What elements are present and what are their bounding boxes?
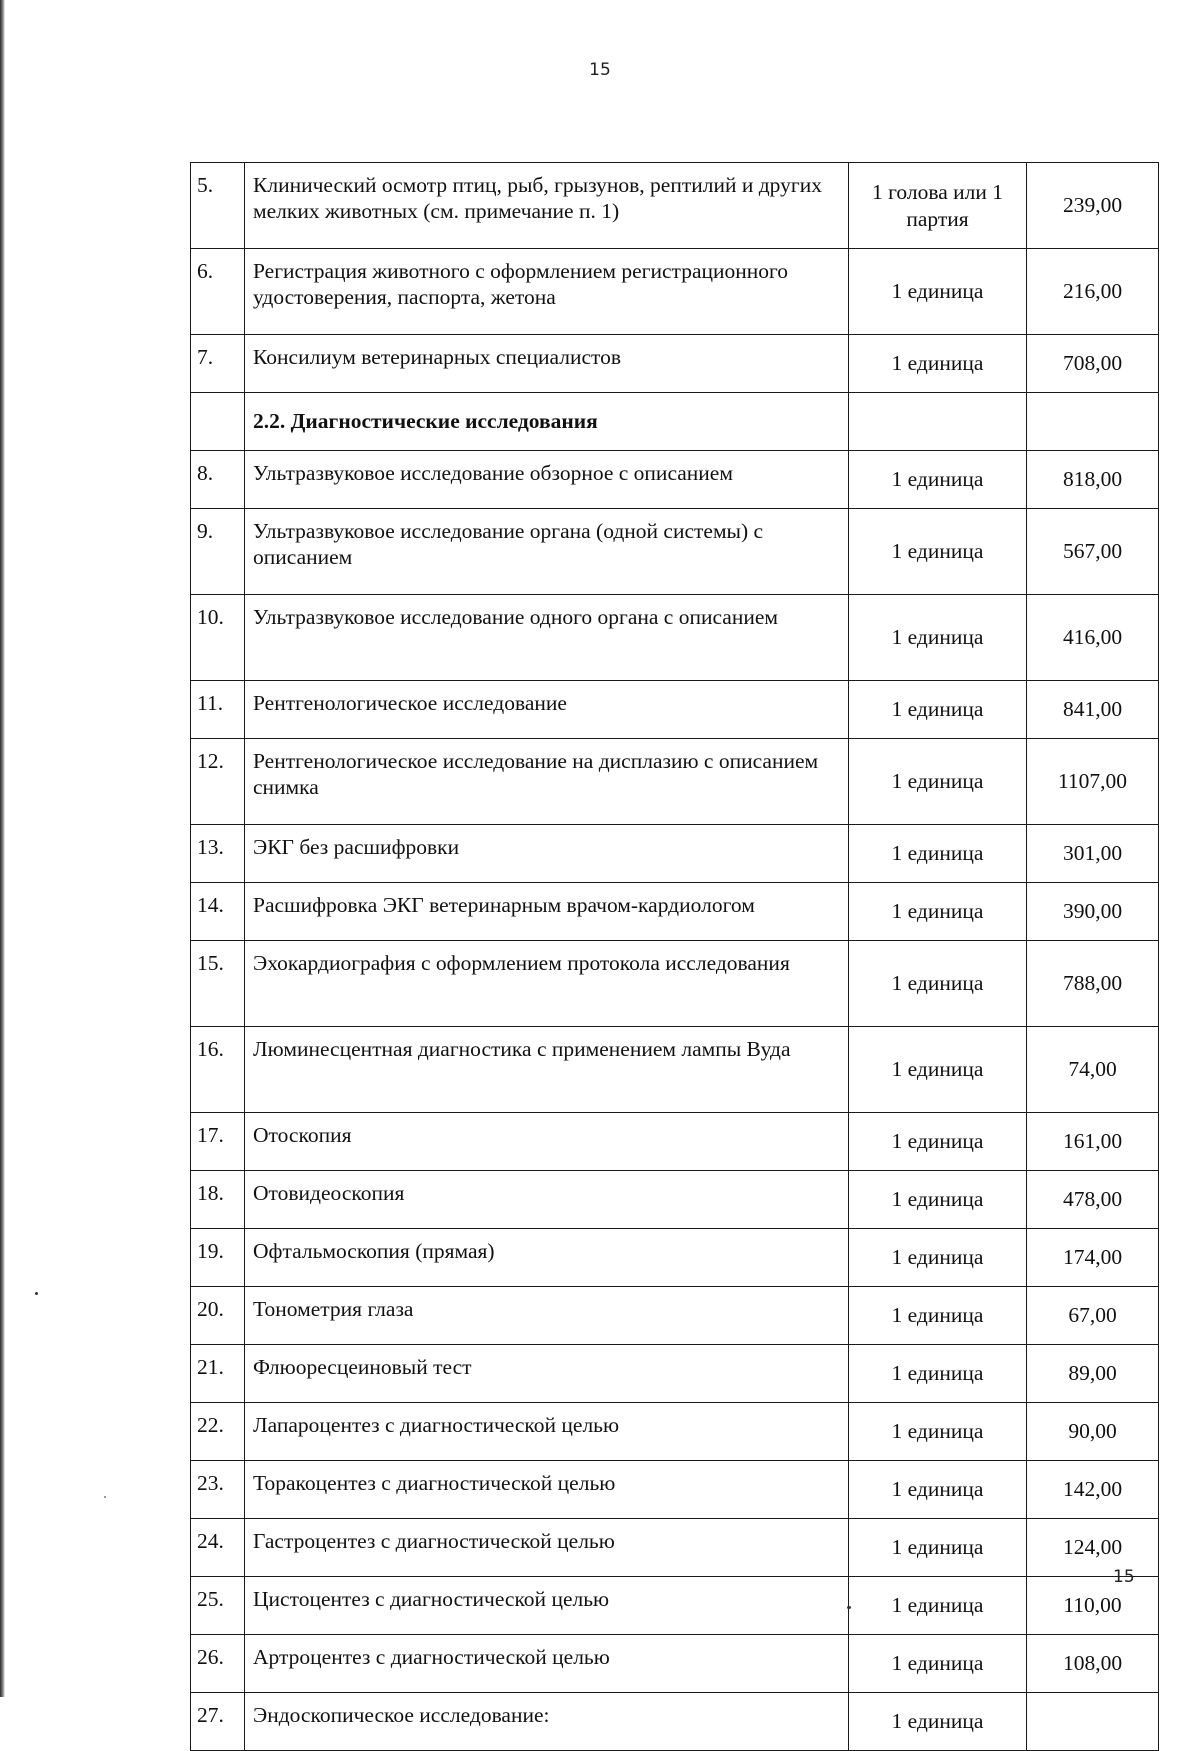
table-row <box>191 1403 1159 1461</box>
service-name-cell: Гастроцентез с диагностической целью <box>245 1519 849 1577</box>
price-cell: 788,00 <box>1027 941 1159 1027</box>
row-number-cell: 11. <box>191 681 245 739</box>
price-cell: 142,00 <box>1027 1461 1159 1519</box>
table-row <box>191 1027 1159 1113</box>
table-row <box>191 1461 1159 1519</box>
price-cell: 74,00 <box>1027 1027 1159 1113</box>
unit-cell: 1 единица <box>849 739 1027 825</box>
row-number-cell: 19. <box>191 1229 245 1287</box>
unit-cell: 1 единица <box>849 249 1027 335</box>
service-name-cell: Тонометрия глаза <box>245 1287 849 1345</box>
service-name-cell: Регистрация животного с оформлением регистрационного удостоверения, паспорта, жетона <box>245 249 849 335</box>
price-cell: 390,00 <box>1027 883 1159 941</box>
price-cell: 567,00 <box>1027 509 1159 595</box>
price-cell: 124,00 <box>1027 1519 1159 1577</box>
price-cell <box>1027 1693 1159 1751</box>
service-name-cell: 2.2. Диагностические исследования <box>245 393 849 451</box>
unit-cell: 1 единица <box>849 1635 1027 1693</box>
table-row <box>191 509 1159 595</box>
page-number-top: 15 <box>589 60 611 80</box>
unit-cell: 1 единица <box>849 825 1027 883</box>
row-number-cell: 5. <box>191 163 245 249</box>
price-cell: 89,00 <box>1027 1345 1159 1403</box>
service-name-cell: Рентгенологическое исследование на дисплазию с описанием снимка <box>245 739 849 825</box>
unit-cell: 1 единица <box>849 941 1027 1027</box>
unit-cell: 1 единица <box>849 1345 1027 1403</box>
row-number-cell: 12. <box>191 739 245 825</box>
service-name-cell: Офтальмоскопия (прямая) <box>245 1229 849 1287</box>
price-cell: 1107,00 <box>1027 739 1159 825</box>
unit-cell: 1 единица <box>849 335 1027 393</box>
unit-cell: 1 единица <box>849 681 1027 739</box>
unit-cell: 1 единица <box>849 1519 1027 1577</box>
row-number-cell: 27. <box>191 1693 245 1751</box>
service-name-cell: Отоскопия <box>245 1113 849 1171</box>
price-cell <box>1027 393 1159 451</box>
table-row <box>191 1577 1159 1635</box>
price-cell: 110,00 <box>1027 1577 1159 1635</box>
row-number-cell: 10. <box>191 595 245 681</box>
unit-cell: 1 единица <box>849 1229 1027 1287</box>
table-row <box>191 739 1159 825</box>
service-name-cell: Эхокардиография с оформлением протокола исследования <box>245 941 849 1027</box>
unit-cell: 1 единица <box>849 1027 1027 1113</box>
unit-cell: 1 единица <box>849 1403 1027 1461</box>
price-cell: 90,00 <box>1027 1403 1159 1461</box>
row-number-cell <box>191 393 245 451</box>
table-row <box>191 163 1159 249</box>
price-cell: 841,00 <box>1027 681 1159 739</box>
price-cell: 108,00 <box>1027 1635 1159 1693</box>
service-name-cell: Артроцентез с диагностической целью <box>245 1635 849 1693</box>
unit-cell: 1 единица <box>849 1113 1027 1171</box>
row-number-cell: 20. <box>191 1287 245 1345</box>
row-number-cell: 9. <box>191 509 245 595</box>
service-name-cell: Клинический осмотр птиц, рыб, грызунов, рептилий и других мелких животных (см. примечание п. 1) <box>245 163 849 249</box>
table-row <box>191 1693 1159 1751</box>
service-name-cell: ЭКГ без расшифровки <box>245 825 849 883</box>
price-cell: 174,00 <box>1027 1229 1159 1287</box>
service-name-cell: Флюоресцеиновый тест <box>245 1345 849 1403</box>
unit-cell: 1 голова или 1 партия <box>849 163 1027 249</box>
row-number-cell: 7. <box>191 335 245 393</box>
section-header-row <box>191 393 1159 451</box>
scan-edge <box>0 0 5 1697</box>
page-number-bottom: 15 <box>1113 1567 1135 1587</box>
service-name-cell: Консилиум ветеринарных специалистов <box>245 335 849 393</box>
table-row <box>191 1287 1159 1345</box>
table-row <box>191 1113 1159 1171</box>
table-row <box>191 335 1159 393</box>
row-number-cell: 25. <box>191 1577 245 1635</box>
service-name-cell: Цистоцентез с диагностической целью <box>245 1577 849 1635</box>
row-number-cell: 18. <box>191 1171 245 1229</box>
unit-cell <box>849 393 1027 451</box>
scan-speck <box>35 1292 38 1295</box>
price-cell: 216,00 <box>1027 249 1159 335</box>
table-row <box>191 1171 1159 1229</box>
price-cell: 478,00 <box>1027 1171 1159 1229</box>
table-row <box>191 1519 1159 1577</box>
row-number-cell: 23. <box>191 1461 245 1519</box>
row-number-cell: 22. <box>191 1403 245 1461</box>
service-name-cell: Лапароцентез с диагностической целью <box>245 1403 849 1461</box>
table-row <box>191 825 1159 883</box>
row-number-cell: 21. <box>191 1345 245 1403</box>
scan-speck <box>847 1606 851 1609</box>
table-row <box>191 451 1159 509</box>
row-number-cell: 8. <box>191 451 245 509</box>
service-name-cell: Ультразвуковое исследование органа (одной системы) с описанием <box>245 509 849 595</box>
service-name-cell: Эндоскопическое исследование: <box>245 1693 849 1751</box>
service-name-cell: Люминесцентная диагностика с применением лампы Вуда <box>245 1027 849 1113</box>
price-cell: 818,00 <box>1027 451 1159 509</box>
unit-cell: 1 единица <box>849 1461 1027 1519</box>
service-name-cell: Рентгенологическое исследование <box>245 681 849 739</box>
unit-cell: 1 единица <box>849 1171 1027 1229</box>
service-name-cell: Ультразвуковое исследование обзорное с описанием <box>245 451 849 509</box>
unit-cell: 1 единица <box>849 509 1027 595</box>
row-number-cell: 26. <box>191 1635 245 1693</box>
service-name-cell: Ультразвуковое исследование одного органа с описанием <box>245 595 849 681</box>
price-cell: 416,00 <box>1027 595 1159 681</box>
price-cell: 161,00 <box>1027 1113 1159 1171</box>
service-name-cell: Расшифровка ЭКГ ветеринарным врачом-кардиологом <box>245 883 849 941</box>
price-cell: 301,00 <box>1027 825 1159 883</box>
table-row <box>191 883 1159 941</box>
unit-cell: 1 единица <box>849 451 1027 509</box>
table-row <box>191 595 1159 681</box>
scan-speck <box>104 1496 106 1498</box>
unit-cell: 1 единица <box>849 595 1027 681</box>
service-name-cell: Отовидеоскопия <box>245 1171 849 1229</box>
unit-cell: 1 единица <box>849 1693 1027 1751</box>
table-row <box>191 941 1159 1027</box>
row-number-cell: 6. <box>191 249 245 335</box>
table-row <box>191 1635 1159 1693</box>
unit-cell: 1 единица <box>849 1287 1027 1345</box>
row-number-cell: 13. <box>191 825 245 883</box>
price-cell: 67,00 <box>1027 1287 1159 1345</box>
price-cell: 708,00 <box>1027 335 1159 393</box>
service-name-cell: Торакоцентез с диагностической целью <box>245 1461 849 1519</box>
table-row <box>191 1229 1159 1287</box>
row-number-cell: 16. <box>191 1027 245 1113</box>
unit-cell: 1 единица <box>849 1577 1027 1635</box>
row-number-cell: 14. <box>191 883 245 941</box>
row-number-cell: 17. <box>191 1113 245 1171</box>
price-table <box>190 162 1159 1751</box>
price-table-body <box>191 163 1159 1751</box>
table-row <box>191 249 1159 335</box>
table-row <box>191 681 1159 739</box>
unit-cell: 1 единица <box>849 883 1027 941</box>
row-number-cell: 24. <box>191 1519 245 1577</box>
price-cell: 239,00 <box>1027 163 1159 249</box>
row-number-cell: 15. <box>191 941 245 1027</box>
table-row <box>191 1345 1159 1403</box>
